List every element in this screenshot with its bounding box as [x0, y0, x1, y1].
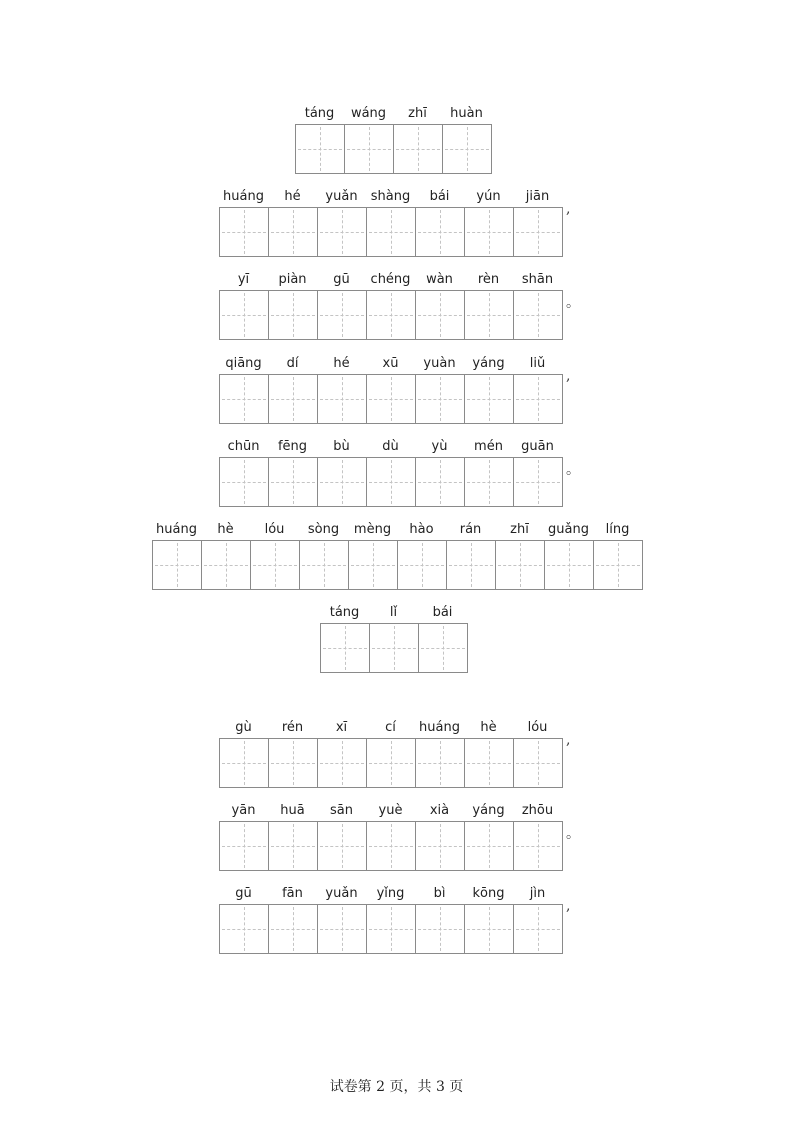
- pinyin-syllable: fēng: [277, 439, 308, 454]
- pinyin-syllable: sòng: [307, 522, 340, 537]
- pinyin-syllable: chūn: [227, 439, 260, 454]
- writing-cell[interactable]: [318, 375, 367, 423]
- writing-cell[interactable]: [465, 291, 514, 339]
- pinyin-syllable: sān: [330, 803, 353, 818]
- writing-cell[interactable]: [367, 291, 416, 339]
- writing-cell[interactable]: [394, 125, 443, 173]
- writing-cell[interactable]: [269, 375, 318, 423]
- punctuation-mark: 。: [566, 295, 580, 311]
- writing-grid: [320, 623, 468, 673]
- pinyin-syllable: liǔ: [529, 356, 546, 371]
- writing-cell[interactable]: [296, 125, 345, 173]
- writing-cell[interactable]: [514, 291, 563, 339]
- pinyin-syllable: guān: [521, 439, 554, 454]
- pinyin-syllable: líng: [605, 522, 630, 537]
- writing-cell[interactable]: [269, 291, 318, 339]
- writing-cell[interactable]: [465, 822, 514, 870]
- pinyin-syllable: yī: [237, 272, 250, 287]
- pinyin-syllable: guǎng: [548, 522, 589, 537]
- character-row: [295, 104, 492, 174]
- pinyin-syllable: lóu: [527, 720, 548, 735]
- pinyin-syllable: qiāng: [225, 356, 262, 371]
- pinyin-syllable: hè: [217, 522, 234, 537]
- pinyin-syllable: yún: [476, 189, 501, 204]
- punctuation-mark: ,: [566, 201, 571, 217]
- pinyin-syllable: xī: [335, 720, 348, 735]
- writing-cell[interactable]: [416, 458, 465, 506]
- pinyin-syllable: bì: [433, 886, 446, 901]
- pinyin-syllable: yuǎn: [325, 189, 358, 204]
- writing-cell[interactable]: [514, 458, 563, 506]
- writing-cell[interactable]: [220, 375, 269, 423]
- writing-cell[interactable]: [416, 375, 465, 423]
- pinyin-syllable: bù: [333, 439, 350, 454]
- writing-cell[interactable]: [318, 208, 367, 256]
- writing-cell[interactable]: [447, 541, 496, 589]
- punctuation-mark: 。: [566, 826, 580, 842]
- writing-cell[interactable]: [465, 208, 514, 256]
- character-row: [219, 437, 580, 507]
- writing-cell[interactable]: [269, 458, 318, 506]
- pinyin-syllable: hé: [284, 189, 301, 204]
- pinyin-syllable: fān: [282, 886, 303, 901]
- pinyin-syllable: xū: [382, 356, 399, 371]
- pinyin-syllable: gū: [333, 272, 350, 287]
- writing-grid: [219, 457, 563, 507]
- pinyin-line: [152, 520, 643, 540]
- pinyin-syllable: bái: [432, 605, 453, 620]
- writing-grid: [152, 540, 643, 590]
- writing-cell[interactable]: [300, 541, 349, 589]
- writing-grid: [295, 124, 492, 174]
- writing-cell[interactable]: [202, 541, 251, 589]
- pinyin-syllable: yù: [431, 439, 448, 454]
- pinyin-syllable: bái: [429, 189, 450, 204]
- writing-cell[interactable]: [514, 375, 563, 423]
- pinyin-syllable: huàn: [450, 106, 483, 121]
- character-row: [219, 801, 580, 871]
- pinyin-syllable: huáng: [223, 189, 264, 204]
- pinyin-line: [219, 718, 563, 738]
- writing-grid: [219, 738, 563, 788]
- writing-grid: [219, 904, 563, 954]
- pinyin-syllable: zhī: [510, 522, 529, 537]
- writing-cell[interactable]: [514, 208, 563, 256]
- pinyin-syllable: hè: [480, 720, 497, 735]
- writing-cell[interactable]: [349, 541, 398, 589]
- page-footer: 试卷第 2 页，共 3 页: [329, 1079, 464, 1095]
- writing-cell[interactable]: [318, 905, 367, 953]
- writing-cell[interactable]: [367, 208, 416, 256]
- writing-cell[interactable]: [318, 458, 367, 506]
- pinyin-line: [219, 437, 563, 457]
- writing-cell[interactable]: [269, 208, 318, 256]
- character-row: [219, 270, 580, 340]
- character-row: [320, 603, 468, 673]
- character-row: [219, 884, 571, 954]
- writing-grid: [219, 374, 563, 424]
- punctuation-mark: ,: [566, 732, 571, 748]
- writing-cell[interactable]: [220, 458, 269, 506]
- pinyin-line: [219, 801, 563, 821]
- writing-cell[interactable]: [443, 125, 492, 173]
- pinyin-syllable: gù: [235, 720, 252, 735]
- writing-cell[interactable]: [367, 458, 416, 506]
- writing-cell[interactable]: [416, 291, 465, 339]
- writing-cell[interactable]: [367, 739, 416, 787]
- pinyin-syllable: yǐng: [376, 886, 405, 901]
- writing-cell[interactable]: [269, 905, 318, 953]
- pinyin-syllable: wàn: [426, 272, 453, 287]
- pinyin-line: [219, 884, 563, 904]
- pinyin-line: [219, 270, 563, 290]
- writing-cell[interactable]: [251, 541, 300, 589]
- writing-cell[interactable]: [367, 375, 416, 423]
- pinyin-syllable: jiān: [525, 189, 550, 204]
- writing-cell[interactable]: [220, 208, 269, 256]
- pinyin-syllable: táng: [304, 106, 335, 121]
- writing-cell[interactable]: [220, 739, 269, 787]
- punctuation-mark: 。: [566, 462, 580, 478]
- pinyin-syllable: shàng: [370, 189, 411, 204]
- pinyin-syllable: mèng: [353, 522, 392, 537]
- writing-grid: [219, 207, 563, 257]
- writing-cell[interactable]: [318, 822, 367, 870]
- pinyin-syllable: hé: [333, 356, 350, 371]
- writing-cell[interactable]: [269, 822, 318, 870]
- pinyin-syllable: piàn: [278, 272, 307, 287]
- pinyin-syllable: yáng: [472, 356, 505, 371]
- pinyin-syllable: shān: [521, 272, 554, 287]
- writing-cell[interactable]: [321, 624, 370, 672]
- writing-cell[interactable]: [398, 541, 447, 589]
- writing-cell[interactable]: [220, 822, 269, 870]
- writing-cell[interactable]: [465, 375, 514, 423]
- writing-cell[interactable]: [416, 208, 465, 256]
- writing-cell[interactable]: [465, 458, 514, 506]
- writing-grid: [219, 290, 563, 340]
- pinyin-syllable: dí: [286, 356, 299, 371]
- writing-cell[interactable]: [370, 624, 419, 672]
- pinyin-syllable: yuǎn: [325, 886, 358, 901]
- pinyin-syllable: yuè: [378, 803, 403, 818]
- pinyin-syllable: gū: [235, 886, 252, 901]
- writing-cell[interactable]: [545, 541, 594, 589]
- writing-cell[interactable]: [496, 541, 545, 589]
- writing-cell[interactable]: [465, 905, 514, 953]
- pinyin-syllable: kōng: [472, 886, 505, 901]
- writing-cell[interactable]: [514, 739, 563, 787]
- pinyin-syllable: yān: [231, 803, 256, 818]
- pinyin-syllable: yáng: [472, 803, 505, 818]
- pinyin-syllable: wáng: [350, 106, 387, 121]
- character-row: [219, 187, 571, 257]
- pinyin-line: [219, 187, 563, 207]
- writing-grid: [219, 821, 563, 871]
- pinyin-syllable: mén: [474, 439, 503, 454]
- writing-cell[interactable]: [594, 541, 643, 589]
- pinyin-syllable: hào: [409, 522, 434, 537]
- pinyin-syllable: rán: [459, 522, 482, 537]
- writing-cell[interactable]: [345, 125, 394, 173]
- writing-cell[interactable]: [514, 822, 563, 870]
- pinyin-line: [219, 354, 563, 374]
- writing-cell[interactable]: [514, 905, 563, 953]
- writing-cell[interactable]: [416, 739, 465, 787]
- writing-cell[interactable]: [220, 905, 269, 953]
- pinyin-syllable: jìn: [529, 886, 546, 901]
- writing-cell[interactable]: [318, 291, 367, 339]
- punctuation-mark: ,: [566, 898, 571, 914]
- writing-cell[interactable]: [153, 541, 202, 589]
- pinyin-syllable: huáng: [156, 522, 197, 537]
- character-row: [219, 718, 571, 788]
- punctuation-mark: ,: [566, 368, 571, 384]
- pinyin-syllable: huā: [280, 803, 305, 818]
- pinyin-syllable: xià: [429, 803, 450, 818]
- pinyin-syllable: táng: [329, 605, 360, 620]
- character-row: [219, 354, 571, 424]
- pinyin-syllable: dù: [382, 439, 399, 454]
- pinyin-syllable: cí: [385, 720, 396, 735]
- pinyin-syllable: rèn: [477, 272, 500, 287]
- writing-cell[interactable]: [367, 905, 416, 953]
- writing-cell[interactable]: [367, 822, 416, 870]
- pinyin-syllable: yuàn: [423, 356, 456, 371]
- writing-cell[interactable]: [416, 905, 465, 953]
- writing-cell[interactable]: [465, 739, 514, 787]
- writing-cell[interactable]: [220, 291, 269, 339]
- pinyin-syllable: chéng: [370, 272, 411, 287]
- pinyin-line: [320, 603, 468, 623]
- writing-cell[interactable]: [318, 739, 367, 787]
- writing-cell[interactable]: [419, 624, 468, 672]
- pinyin-line: [295, 104, 492, 124]
- pinyin-syllable: lóu: [264, 522, 285, 537]
- pinyin-syllable: huáng: [419, 720, 460, 735]
- pinyin-syllable: rén: [281, 720, 304, 735]
- character-row: [152, 520, 643, 590]
- pinyin-syllable: zhī: [408, 106, 427, 121]
- writing-cell[interactable]: [416, 822, 465, 870]
- pinyin-syllable: lǐ: [389, 605, 398, 620]
- pinyin-syllable: zhōu: [521, 803, 554, 818]
- writing-cell[interactable]: [269, 739, 318, 787]
